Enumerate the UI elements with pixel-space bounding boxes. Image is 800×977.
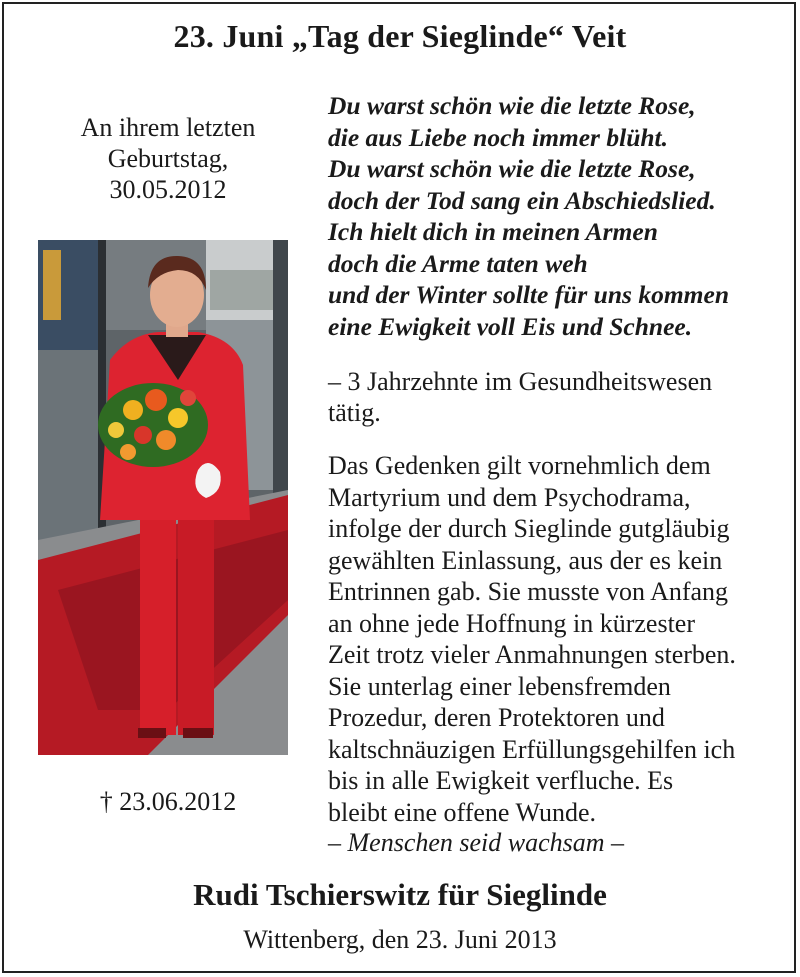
text-line: Das Gedenken gilt vornehmlich dem <box>328 451 711 480</box>
text-line: Prozedur, deren Protektoren und <box>328 703 665 732</box>
notice-title: 23. Juni „Tag der Sieglinde“ Veit <box>173 18 627 54</box>
poem-line: doch die Arme taten weh <box>328 248 588 278</box>
text-line: Sie unterlag einer lebensfremden <box>328 671 671 701</box>
poem-line: Du warst schön wie die letzte Rose, <box>328 91 696 120</box>
poem <box>328 90 788 342</box>
text-line: gewählten Einlassung, aus der es kein <box>328 545 723 575</box>
career-note <box>328 366 788 428</box>
motto: – Menschen seid wachsam – <box>328 828 625 857</box>
text-line: Martyrium und dem Psychodrama, <box>328 482 691 512</box>
text-line: bis in alle Ewigkeit verfluche. Es <box>328 766 674 795</box>
place-date: Wittenberg, den 23. Juni 2013 <box>243 925 557 954</box>
death-date: † 23.06.2012 <box>99 787 237 816</box>
photo-caption <box>48 112 288 205</box>
text-line: kaltschnäuzigen Erfüllungsgehilfen ich <box>328 734 736 764</box>
caption-line: An ihrem letzten <box>80 113 256 142</box>
poem-line: Du warst schön wie die letzte Rose, <box>328 154 696 183</box>
poem-line: eine Ewigkeit voll Eis und Schnee. <box>328 311 693 341</box>
poem-line: und der Winter sollte für uns kommen <box>328 280 730 309</box>
signature: Rudi Tschierswitz für Sieglinde <box>193 877 607 912</box>
memorial-text <box>328 450 788 828</box>
caption-line: 30.05.2012 <box>109 175 227 204</box>
text-line: Zeit trotz vieler Anmahnungen sterben. <box>328 640 736 669</box>
caption-line: Geburtstag, <box>107 144 229 173</box>
poem-line: die aus Liebe noch immer blüht. <box>328 122 669 152</box>
poem-line: Ich hielt dich in meinen Armen <box>328 217 658 246</box>
career-line: – 3 Jahrzehnte im Gesundheitswesen <box>328 367 713 396</box>
text-line: infolge der durch Sieglinde gutgläubig <box>328 514 730 543</box>
poem-line: doch der Tod sang ein Abschiedslied. <box>328 185 716 215</box>
portrait-photo <box>38 240 288 755</box>
text-line: bleibt eine offene Wunde. <box>328 797 597 827</box>
text-line: an ohne jede Hoffnung in kürzester <box>328 608 696 638</box>
text-line: Entrinnen gab. Sie musste von Anfang <box>328 577 729 606</box>
career-line: tätig. <box>328 398 381 427</box>
